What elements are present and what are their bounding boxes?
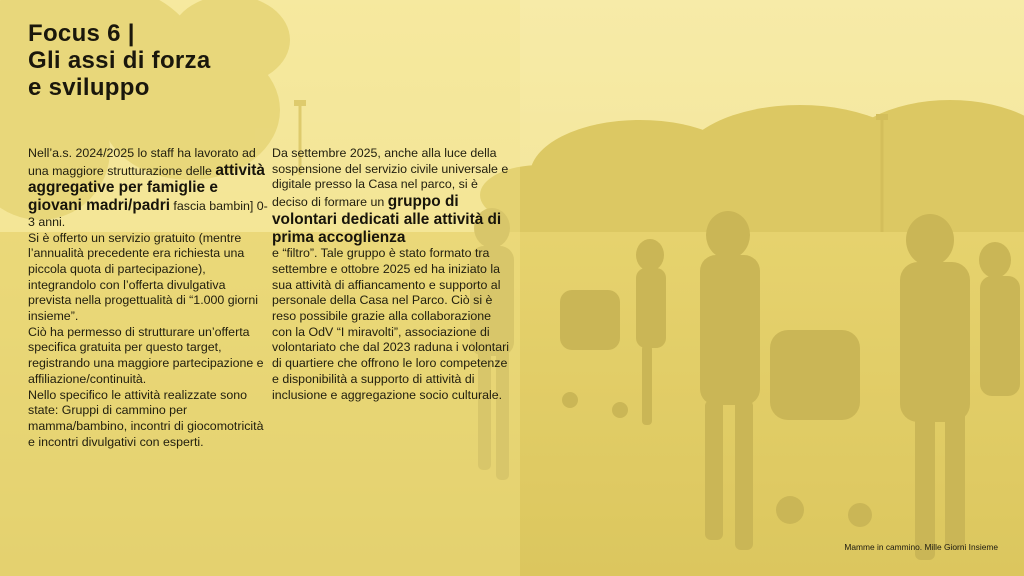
highlight-families: attività aggregative per famiglie e giovani madri/padri <box>28 161 265 215</box>
title-line-2: Gli assi di forza <box>28 47 211 74</box>
text-column-right <box>272 146 512 403</box>
title-line-1: Focus 6 | <box>28 20 135 47</box>
intro-tail: fascia bambin] 0-3 anni. <box>28 199 268 229</box>
paragraph-volunteers-body: e “filtro”. Tale gruppo è stato formato tra settembre e ottobre 2025 ed ha iniziato la sua attività di affiancamento e supporto al personale della Casa nel Parco. Ciò si è reso possibile grazie alla collaborazione con la OdV “I miravolti”, associazione di volontariato che dal 2023 raduna i volontari di quartiere che offrono le loro competenze e disponibilità a supporto di attività di inclusione e aggregazione socio culturale. <box>272 246 509 402</box>
page-title <box>28 20 211 101</box>
highlight-volunteers: gruppo di volontari dedicati alle attività di prima accoglienza <box>272 193 502 246</box>
photo-caption: Mamme in cammino. Mille Giorni Insieme <box>844 542 998 552</box>
text-column-left <box>28 146 268 450</box>
volunteers-intro-text: Da settembre 2025, anche alla luce della sospensione del servizio civile universale e digitale presso la Casa nel parco, si è deciso di formare un <box>272 146 509 210</box>
title-line-3: e sviluppo <box>28 74 150 101</box>
paragraph-volunteers-intro <box>272 146 512 246</box>
intro-text: Nell’a.s. 2024/2025 lo staff ha lavorato ad una maggiore strutturazione delle <box>28 146 256 178</box>
paragraph-service: Si è offerto un servizio gratuito (mentre l’annualità precedente era richiesta una piccola quota di partecipazione), integrandolo con l’offerta divulgativa prevista nella progettualità di “1.000 giorni insieme”. <box>28 230 259 324</box>
paragraph-offer: Ciò ha permesso di strutturare un’offerta specifica gratuita per questo target, registrando una maggiore partecipazione e affiliazione/continuità. <box>28 324 264 386</box>
paragraph-intro <box>28 146 268 231</box>
paragraph-activities: Nello specifico le attività realizzate sono state: Gruppi di cammino per mamma/bambino, incontri di giocomotricità e incontri divulgativi con esperti. <box>28 387 264 449</box>
